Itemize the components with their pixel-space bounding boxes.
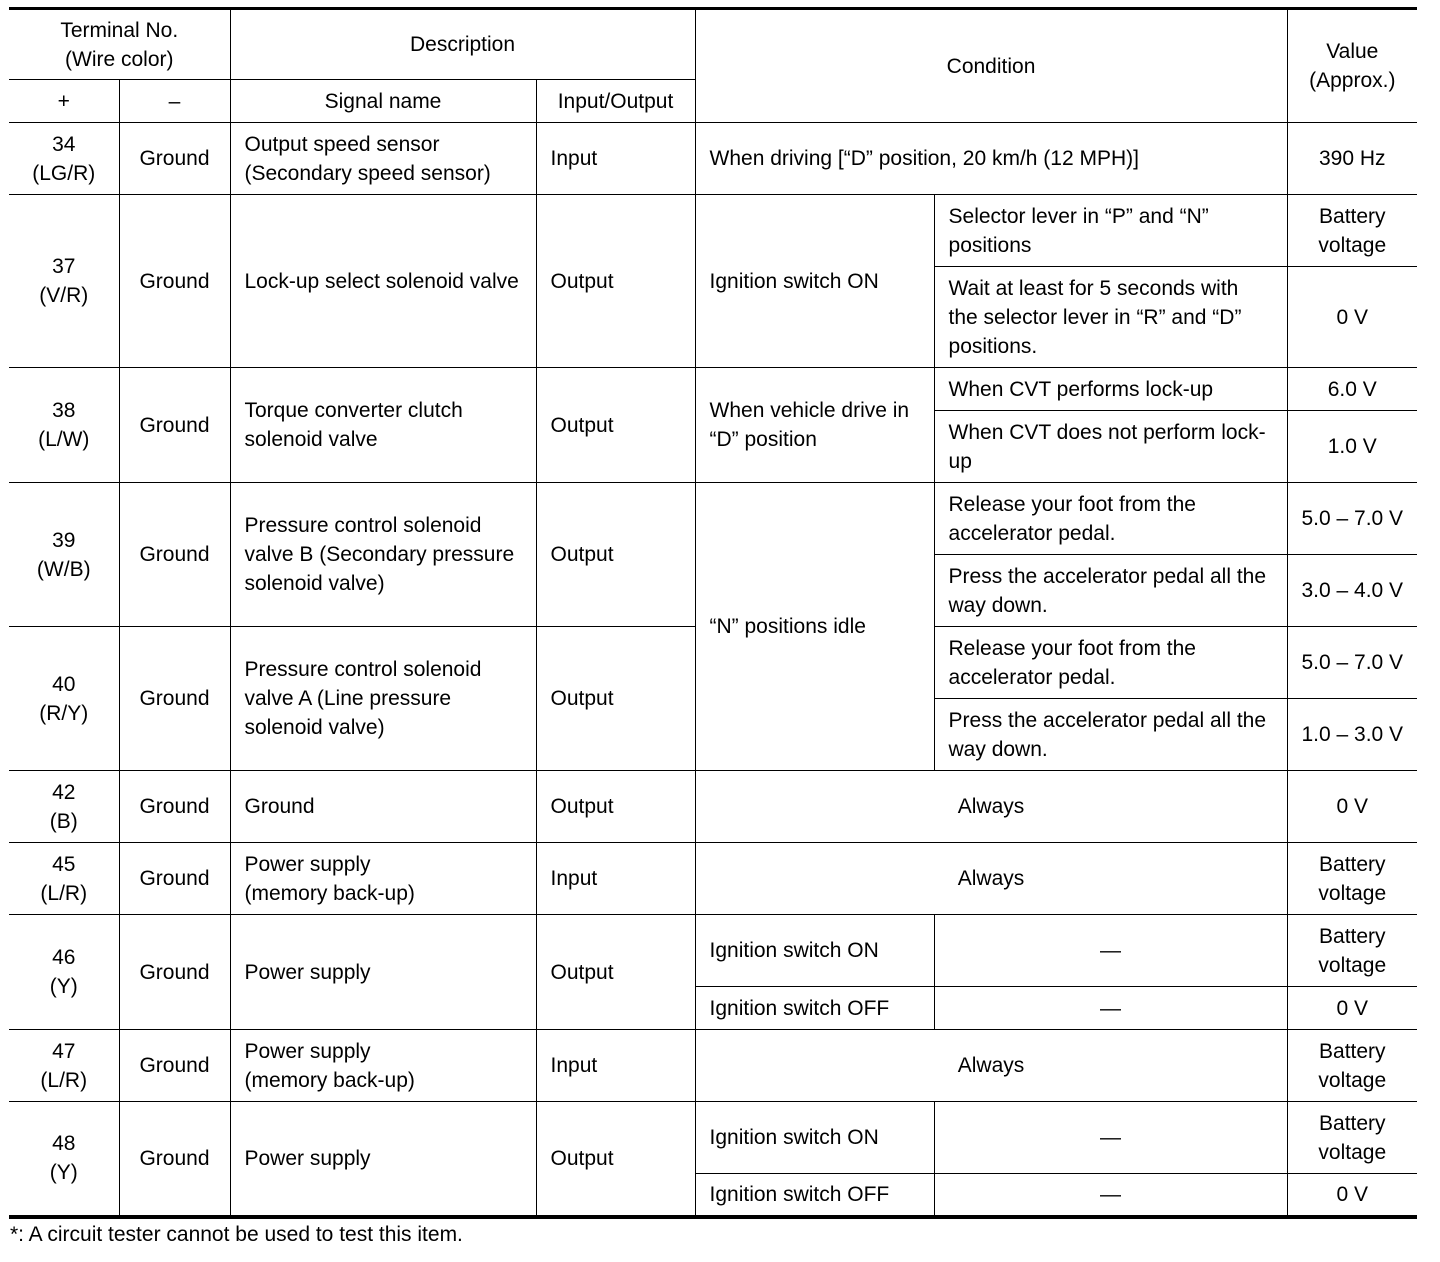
ground-cell: Ground [119, 627, 230, 771]
header-input-output: Input/Output [536, 80, 695, 123]
signal-name-cell: Output speed sensor (Secondary speed sensor) [230, 123, 536, 195]
wire-color: (Y) [49, 975, 78, 998]
wire-color: (Y) [49, 1161, 78, 1185]
condition-cell: Ignition switch ON [695, 915, 934, 987]
value-cell: 0 V [1287, 987, 1417, 1030]
io-cell: Output [536, 368, 695, 483]
ground-cell: Ground [119, 195, 230, 368]
value-cell: Battery voltage [1287, 1102, 1417, 1174]
terminal-number: 42 [52, 780, 76, 804]
sub-condition-cell: Release your foot from the accelerator pedal. [934, 627, 1287, 699]
ground-cell: Ground [119, 1102, 230, 1217]
header-value-label: Value [1326, 40, 1379, 63]
header-description: Description [230, 9, 695, 80]
table-row [9, 123, 1417, 195]
table-row [9, 368, 1417, 411]
header-wire-color-label: (Wire color) [65, 47, 174, 71]
table-row [9, 195, 1417, 267]
condition-cell: Always [695, 843, 1287, 915]
value-cell: 1.0 V [1287, 411, 1417, 483]
header-value [1287, 9, 1417, 123]
dash-cell: — [934, 915, 1287, 987]
condition-cell: “N” positions idle [695, 483, 934, 771]
condition-cell: When driving [“D” position, 20 km/h (12 MPH)] [695, 123, 1287, 195]
signal-name-cell: Ground [230, 771, 536, 843]
wire-color: (R/Y) [39, 701, 89, 725]
signal-name-line: (memory back-up) [244, 881, 415, 905]
signal-name-cell: Pressure control solenoid valve B (Secondary pressure solenoid valve) [230, 483, 536, 627]
value-cell: 3.0 – 4.0 V [1287, 555, 1417, 627]
sub-condition-cell: Wait at least for 5 seconds with the selector lever in “R” and “D” positions. [934, 267, 1287, 368]
dash-cell: — [934, 1102, 1287, 1174]
io-cell: Input [536, 123, 695, 195]
signal-name-cell: Pressure control solenoid valve A (Line pressure solenoid valve) [230, 627, 536, 771]
condition-cell: Ignition switch OFF [695, 987, 934, 1030]
sub-condition-cell: Release your foot from the accelerator pedal. [934, 483, 1287, 555]
terminal-number: 40 [52, 672, 76, 696]
value-cell: Battery voltage [1287, 915, 1417, 987]
wire-color: (L/W) [38, 428, 90, 451]
terminal-cell [9, 627, 119, 771]
sub-condition-cell: When CVT performs lock-up [934, 368, 1287, 411]
ground-cell: Ground [119, 843, 230, 915]
sub-condition-cell: Selector lever in “P” and “N” positions [934, 195, 1287, 267]
condition-cell: Always [695, 771, 1287, 843]
header-approx-label: (Approx.) [1309, 69, 1396, 92]
value-cell: 6.0 V [1287, 368, 1417, 411]
io-cell: Input [536, 843, 695, 915]
terminal-number: 37 [52, 255, 76, 278]
terminal-cell [9, 483, 119, 627]
signal-name-cell: Torque converter clutch solenoid valve [230, 368, 536, 483]
terminal-cell [9, 843, 119, 915]
ground-cell: Ground [119, 1030, 230, 1102]
sub-condition-cell: Press the accelerator pedal all the way down. [934, 699, 1287, 771]
terminal-number: 48 [52, 1132, 76, 1156]
header-plus: + [9, 80, 119, 123]
terminal-cell [9, 771, 119, 843]
terminal-spec-table [9, 7, 1417, 1219]
signal-name-cell: Lock-up select solenoid valve [230, 195, 536, 368]
ground-cell: Ground [119, 368, 230, 483]
ground-cell: Ground [119, 771, 230, 843]
wire-color: (LG/R) [32, 161, 96, 185]
value-cell: 5.0 – 7.0 V [1287, 627, 1417, 699]
table-row [9, 1102, 1417, 1174]
terminal-number: 39 [52, 528, 76, 552]
terminal-number: 47 [52, 1039, 76, 1063]
header-terminal-no [9, 9, 230, 80]
value-cell: 0 V [1287, 267, 1417, 368]
wire-color: (V/R) [39, 284, 89, 307]
io-cell: Output [536, 1102, 695, 1217]
condition-cell: Ignition switch OFF [695, 1174, 934, 1217]
signal-name-cell: Power supply [230, 1102, 536, 1217]
terminal-number: 38 [52, 399, 76, 422]
terminal-cell [9, 368, 119, 483]
io-cell: Output [536, 771, 695, 843]
header-signal-name: Signal name [230, 80, 536, 123]
condition-cell: Ignition switch ON [695, 1102, 934, 1174]
terminal-cell [9, 1030, 119, 1102]
dash-cell: — [934, 987, 1287, 1030]
value-cell: Battery voltage [1287, 1030, 1417, 1102]
value-cell: 1.0 – 3.0 V [1287, 699, 1417, 771]
io-cell: Output [536, 195, 695, 368]
io-cell: Output [536, 483, 695, 627]
terminal-cell [9, 123, 119, 195]
value-cell: 5.0 – 7.0 V [1287, 483, 1417, 555]
wire-color: (L/R) [40, 881, 88, 905]
signal-name-cell: Power supply [230, 915, 536, 1030]
signal-name-line: (memory back-up) [244, 1068, 415, 1092]
terminal-number: 46 [52, 946, 76, 969]
wire-color: (L/R) [40, 1068, 88, 1092]
condition-cell: When vehicle drive in “D” position [695, 368, 934, 483]
header-terminal-no-label: Terminal No. [60, 18, 179, 42]
io-cell: Output [536, 627, 695, 771]
value-cell: 0 V [1287, 771, 1417, 843]
header-minus: – [119, 80, 230, 123]
ground-cell: Ground [119, 915, 230, 1030]
terminal-cell [9, 915, 119, 1030]
sub-condition-cell: When CVT does not perform lock-up [934, 411, 1287, 483]
value-cell: Battery voltage [1287, 843, 1417, 915]
io-cell: Output [536, 915, 695, 1030]
ground-cell: Ground [119, 483, 230, 627]
footnote: *: A circuit tester cannot be used to test this item. [10, 1223, 463, 1246]
value-cell: Battery voltage [1287, 195, 1417, 267]
signal-name-line: Power supply [244, 852, 371, 876]
terminal-cell [9, 1102, 119, 1217]
table-row [9, 843, 1417, 915]
wire-color: (W/B) [36, 557, 91, 581]
table-row [9, 915, 1417, 987]
io-cell: Input [536, 1030, 695, 1102]
table-row [9, 771, 1417, 843]
dash-cell: — [934, 1174, 1287, 1217]
header-condition: Condition [695, 9, 1287, 123]
table-row [9, 1030, 1417, 1102]
header-row-1 [9, 9, 1417, 80]
condition-cell: Always [695, 1030, 1287, 1102]
terminal-number: 34 [52, 132, 76, 156]
condition-cell: Ignition switch ON [695, 195, 934, 368]
ground-cell: Ground [119, 123, 230, 195]
terminal-cell [9, 195, 119, 368]
signal-name-cell [230, 1030, 536, 1102]
value-cell: 390 Hz [1287, 123, 1417, 195]
value-cell: 0 V [1287, 1174, 1417, 1217]
wire-color: (B) [49, 809, 78, 833]
table-row [9, 483, 1417, 555]
signal-name-line: Power supply [244, 1039, 371, 1063]
terminal-number: 45 [52, 852, 76, 876]
sub-condition-cell: Press the accelerator pedal all the way down. [934, 555, 1287, 627]
signal-name-cell [230, 843, 536, 915]
